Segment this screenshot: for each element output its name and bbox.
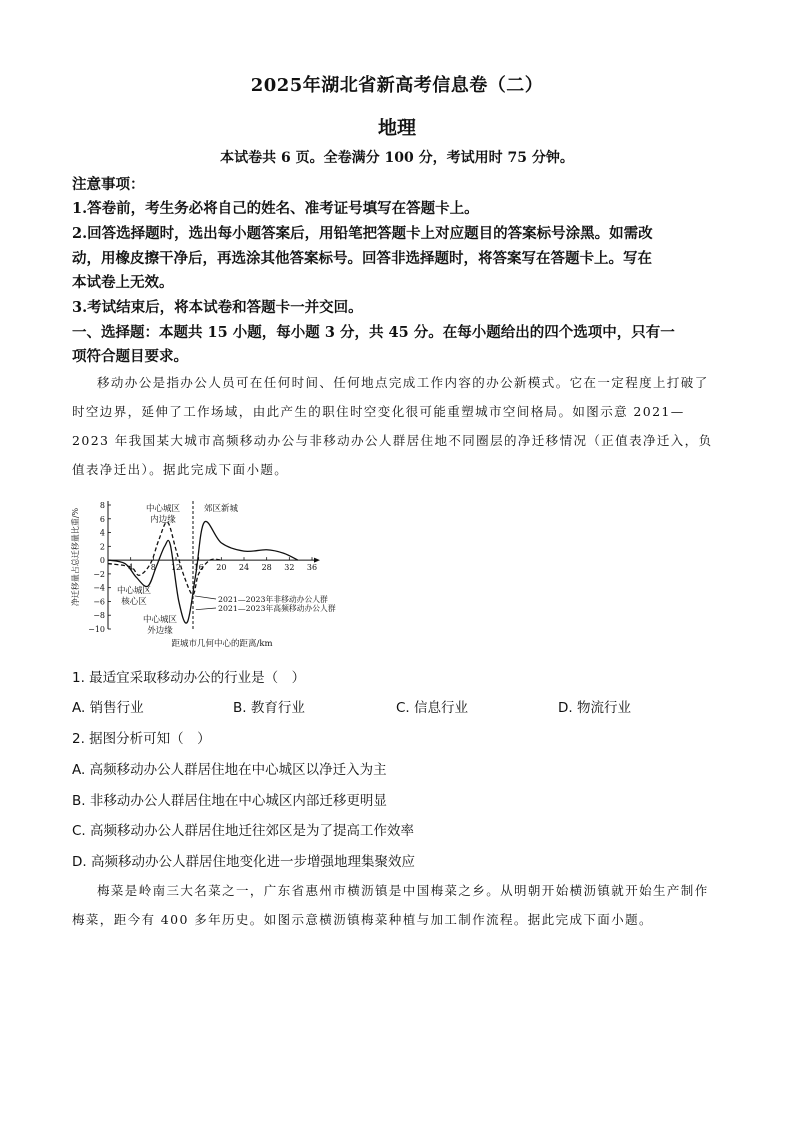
q1-option-a: A. 销售行业 xyxy=(72,700,144,716)
section-heading-line-2: 项符合题目要求。 xyxy=(72,348,188,365)
y-tick-label: −8 xyxy=(93,611,105,621)
q2-option-a: A. 高频移动办公人群居住地在中心城区以净迁入为主 xyxy=(72,762,387,778)
label-outer-1: 中心城区 xyxy=(142,615,178,625)
legend-nonmobile: 2021—2023年非移动办公人群 xyxy=(218,595,328,604)
notice-item-1: 1.答卷前，考生务必将自己的姓名、准考证号填写在答题卡上。 xyxy=(72,200,479,217)
x-tick-label: 32 xyxy=(284,563,295,573)
q2-option-b: B. 非移动办公人群居住地在中心城区内部迁移更明显 xyxy=(72,793,387,809)
passage-mobile-office: 移动办公是指办公人员可在任何时间、任何地点完成工作内容的办公新模式。它在一定程度上打破了时空边界，延伸了工作场域，由此产生的职住时空变化很可能重塑城市空间格局。如图示意 2021—2023 年我国某大城市高频移动办公与非移动办公人群居住地不同圈层的净迁移情况（正值表净迁入，负值表净迁出）。据此完成下面小题。 xyxy=(72,375,713,477)
x-tick-label: 24 xyxy=(238,563,250,573)
y-tick-label: −4 xyxy=(93,583,105,593)
migration-chart xyxy=(70,493,370,653)
notice-item-2-line-2: 动，用橡皮擦干净后，再选涂其他答案标号。回答非选择题时，将答案写在答题卡上。写在 xyxy=(72,250,652,267)
x-tick-label: 8 xyxy=(150,563,156,573)
label-core-1: 中心城区 xyxy=(116,586,152,596)
y-tick-label: 0 xyxy=(99,556,105,566)
y-tick-label: −2 xyxy=(93,569,105,579)
x-tick-label: 16 xyxy=(193,563,204,573)
notice-item-2-line-1: 2.回答选择题时，选出每小题答案后，用铅笔把答题卡上对应题目的答案标号涂黑。如需改 xyxy=(72,225,653,242)
y-tick-label: 4 xyxy=(99,528,105,538)
notice-item-2-line-3: 本试卷上无效。 xyxy=(72,274,174,291)
label-inner-edge-1: 中心城区 xyxy=(145,504,181,514)
x-axis-arrow xyxy=(314,558,320,563)
series-nonmobile-line xyxy=(108,522,221,595)
notice-item-3: 3.考试结束后，将本试卷和答题卡一并交回。 xyxy=(72,299,363,316)
q1-option-c: C. 信息行业 xyxy=(396,700,469,716)
x-tick-label: 12 xyxy=(170,563,182,573)
exam-info: 本试卷共 6 页。全卷满分 100 分，考试用时 75 分钟。 xyxy=(220,150,574,166)
q2-option-c: C. 高频移动办公人群居住地迁往郊区是为了提高工作效率 xyxy=(72,823,415,839)
q1-option-d: D. 物流行业 xyxy=(558,700,631,716)
y-tick-label: −6 xyxy=(93,597,105,607)
y-tick-label: −10 xyxy=(88,625,105,634)
q1-option-b: B. 教育行业 xyxy=(233,700,305,716)
q2-option-d: D. 高频移动办公人群居住地变化进一步增强地理集聚效应 xyxy=(72,854,415,870)
passage-meicai: 梅菜是岭南三大名菜之一，广东省惠州市横沥镇是中国梅菜之乡。从明朝开始横沥镇就开始生产制作梅菜，距今有 400 多年历史。如图示意横沥镇梅菜种植与加工制作流程。据此完成下面小题。 xyxy=(72,883,709,927)
label-inner-edge-2: 内边缘 xyxy=(150,515,176,525)
notice-heading: 注意事项： xyxy=(72,176,145,193)
q1-stem: 1. 最适宜采取移动办公的行业是（ ） xyxy=(72,670,306,686)
y-axis-label: 净迁移量占总迁移量比重/% xyxy=(71,507,80,607)
q2-stem: 2. 据图分析可知（ ） xyxy=(72,731,211,747)
x-axis-label: 距城市几何中心的距离/km xyxy=(171,639,273,649)
y-tick-label: 8 xyxy=(99,501,105,510)
y-tick-label: 2 xyxy=(99,542,105,552)
label-core-2: 核心区 xyxy=(121,597,147,607)
x-tick-label: 4 xyxy=(128,563,134,573)
x-tick-label: 20 xyxy=(216,563,227,573)
legend-leader-nonmobile xyxy=(195,596,216,599)
y-tick-label: 6 xyxy=(99,514,105,524)
x-tick-label: 36 xyxy=(306,563,318,573)
legend-mobile: 2021—2023年高频移动办公人群 xyxy=(218,604,336,613)
section-heading-line-1: 一、选择题：本题共 15 小题，每小题 3 分，共 45 分。在每小题给出的四个选项中，只有一 xyxy=(72,324,675,341)
paper-title: 2025年湖北省新高考信息卷（二） xyxy=(250,75,544,96)
legend-leader-mobile xyxy=(196,608,216,610)
label-outer-2: 外边缘 xyxy=(147,626,173,636)
x-tick-label: 28 xyxy=(261,563,272,573)
subject-title: 地理 xyxy=(377,117,416,139)
label-suburb: 郊区新城 xyxy=(203,504,239,514)
